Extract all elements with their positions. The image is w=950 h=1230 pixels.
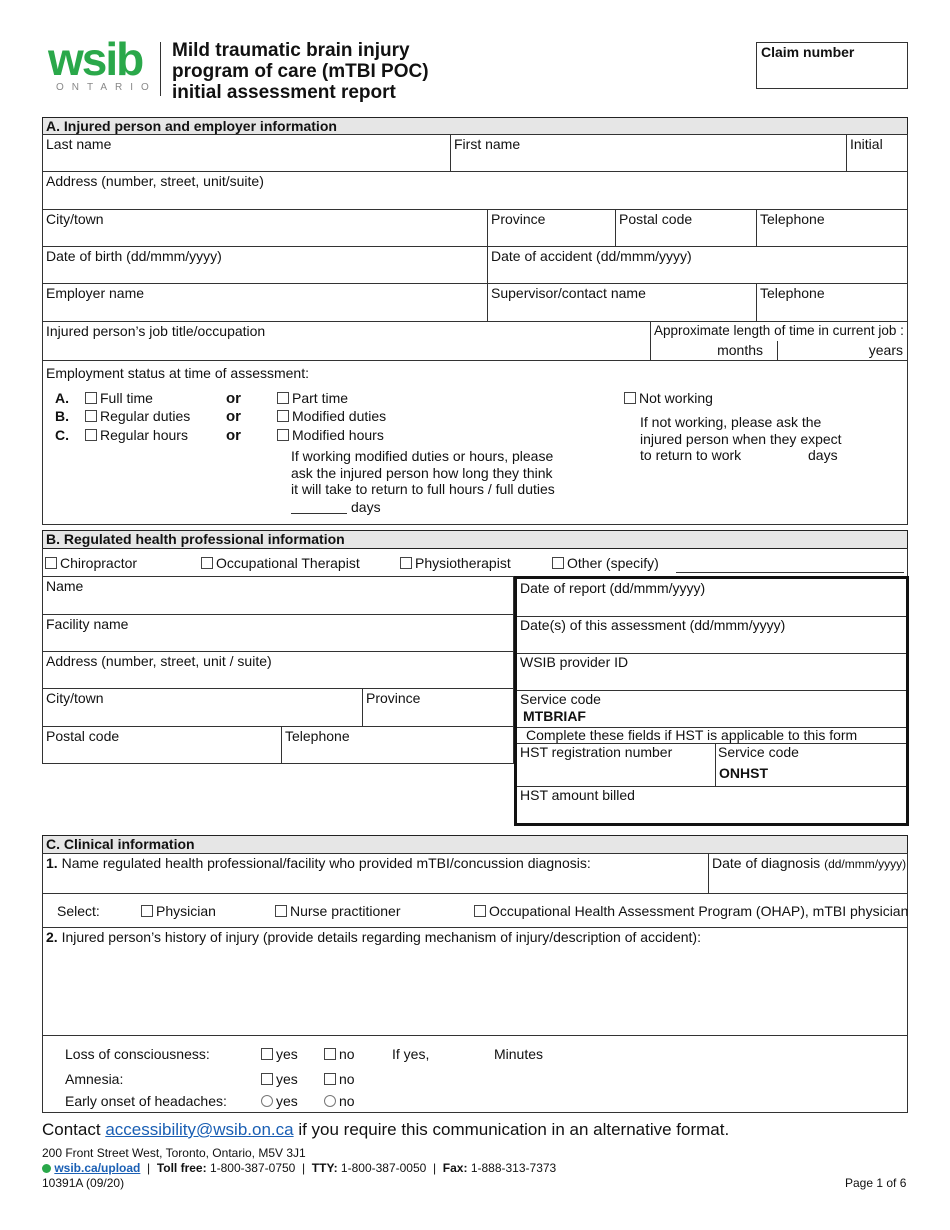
modified-note: If working modified duties or hours, please ask the injured person how long they think it will take to return to full hours / full duties [291, 448, 555, 497]
rhp-city-field[interactable]: City/town [42, 688, 363, 727]
provider-id-field[interactable]: WSIB provider ID [517, 653, 906, 691]
diagnosis-provider-field[interactable]: 1. Name regulated health professional/facility who provided mTBI/concussion diagnosis: [42, 853, 709, 894]
rhp-telephone-field[interactable]: Telephone [281, 726, 514, 764]
telephone-field[interactable]: Telephone [756, 209, 908, 247]
full-time-checkbox[interactable]: Full time [85, 390, 153, 406]
not-working-note: If not working, please ask the injured person when they expect to return to work [640, 414, 842, 463]
amnesia-no-checkbox[interactable]: no [324, 1071, 355, 1087]
claim-number-field[interactable]: Claim number [756, 42, 908, 89]
rhp-province-field[interactable]: Province [362, 688, 514, 727]
accessibility-email-link[interactable]: accessibility@wsib.on.ca [105, 1120, 294, 1139]
symptoms-box: Loss of consciousness: yes no If yes, Minutes Amnesia: yes no Early onset of headaches: yes no [42, 1035, 908, 1113]
months-input[interactable]: months [651, 341, 778, 360]
address-field[interactable]: Address (number, street, unit/suite) [42, 171, 908, 210]
logo-subtext: ONTARIO [56, 82, 157, 93]
date-of-accident-field[interactable]: Date of accident (dd/mmm/yyyy) [487, 246, 908, 284]
logo-wordmark: wsib [48, 33, 143, 85]
part-time-checkbox[interactable]: Part time [277, 390, 348, 406]
return-full-days-input[interactable] [291, 513, 347, 514]
city-field[interactable]: City/town [42, 209, 488, 247]
province-field[interactable]: Province [487, 209, 616, 247]
supervisor-field[interactable]: Supervisor/contact name [487, 283, 757, 322]
nurse-practitioner-checkbox[interactable]: Nurse practitioner [275, 903, 401, 919]
footer-address: 200 Front Street West, Toronto, Ontario, M5V 3J1 [42, 1146, 306, 1160]
postal-code-field[interactable]: Postal code [615, 209, 757, 247]
initial-field[interactable]: Initial [846, 134, 908, 172]
profession-row [42, 548, 908, 576]
headache-yes-radio[interactable]: yes [261, 1093, 298, 1109]
first-name-field[interactable]: First name [450, 134, 847, 172]
employment-status-box: Employment status at time of assessment: A. B. C. Full time Regular duties Regular hours or or or Part time Modified duties Modified hours If working modified duties or hours, please ask the injured person how long they think it will take to return to full hours / full duties days Not working If not working, please ask the injured person when they expect to return to work days [42, 360, 908, 525]
regular-hours-checkbox[interactable]: Regular hours [85, 427, 188, 443]
employment-status-label: Employment status at time of assessment: [46, 365, 309, 381]
last-name-field[interactable]: Last name [42, 134, 451, 172]
wsib-logo [48, 33, 158, 98]
occupational-therapist-checkbox[interactable]: Occupational Therapist [201, 555, 360, 571]
rhp-name-field[interactable]: Name [42, 576, 514, 615]
job-title-field[interactable]: Injured person’s job title/occupation [42, 321, 651, 361]
injury-history-field[interactable]: 2. Injured person’s history of injury (provide details regarding mechanism of injury/description of accident): [42, 927, 908, 1036]
rhp-postal-code-field[interactable]: Postal code [42, 726, 282, 764]
date-of-diagnosis-field[interactable]: Date of diagnosis (dd/mmm/yyyy) [708, 853, 908, 894]
employer-telephone-field[interactable]: Telephone [756, 283, 908, 322]
footer-contacts: wsib.ca/upload | Toll free: 1-800-387-0750 | TTY: 1-800-387-0050 | Fax: 1-888-313-7373 [42, 1161, 556, 1175]
section-b-header: B. Regulated health professional information [42, 530, 908, 549]
upload-icon [42, 1164, 51, 1173]
section-a-header: A. Injured person and employer information [42, 117, 908, 135]
select-provider-row: Select: Physician Nurse practitioner Occupational Health Assessment Program (OHAP), mTBI physician [42, 893, 908, 928]
ohap-checkbox[interactable]: Occupational Health Assessment Program (OHAP), mTBI physician [474, 903, 908, 919]
modified-hours-checkbox[interactable]: Modified hours [277, 427, 384, 443]
rhp-address-field[interactable]: Address (number, street, unit / suite) [42, 651, 514, 689]
hst-note: Complete these fields if HST is applicable to this form [517, 727, 906, 744]
form-title: Mild traumatic brain injury program of care (mTBI POC) initial assessment report [172, 40, 429, 103]
billing-block [514, 576, 909, 826]
date-of-birth-field[interactable]: Date of birth (dd/mmm/yyyy) [42, 246, 488, 284]
not-working-checkbox[interactable]: Not working [624, 390, 713, 406]
years-input[interactable]: years [868, 342, 903, 358]
facility-name-field[interactable]: Facility name [42, 614, 514, 652]
assessment-dates-field[interactable]: Date(s) of this assessment (dd/mmm/yyyy) [517, 616, 906, 654]
chiropractor-checkbox[interactable]: Chiropractor [45, 555, 137, 571]
physician-checkbox[interactable]: Physician [141, 903, 216, 919]
hst-amount-field[interactable]: HST amount billed [520, 787, 635, 803]
service-code-field: Service code MTBRIAF [517, 690, 906, 728]
time-in-job-field: Approximate length of time in current job : months years [650, 321, 908, 361]
other-checkbox[interactable]: Other (specify) [552, 555, 659, 571]
amnesia-yes-checkbox[interactable]: yes [261, 1071, 298, 1087]
loc-no-checkbox[interactable]: no [324, 1046, 355, 1062]
logo-divider [160, 42, 161, 96]
loc-yes-checkbox[interactable]: yes [261, 1046, 298, 1062]
hst-service-code-field: Service code ONHST [715, 743, 906, 787]
headache-no-radio[interactable]: no [324, 1093, 355, 1109]
upload-link[interactable]: wsib.ca/upload [54, 1161, 141, 1175]
form-code: 10391A (09/20) [42, 1176, 125, 1190]
hst-registration-field[interactable]: HST registration number [517, 743, 716, 787]
contact-line: Contact accessibility@wsib.on.ca if you require this communication in an alternative format. [42, 1120, 730, 1139]
physiotherapist-checkbox[interactable]: Physiotherapist [400, 555, 511, 571]
other-specify-input[interactable] [676, 572, 904, 573]
section-c-header: C. Clinical information [42, 835, 908, 854]
return-to-work-days[interactable]: days [808, 447, 838, 463]
employer-name-field[interactable]: Employer name [42, 283, 488, 322]
modified-duties-checkbox[interactable]: Modified duties [277, 408, 386, 424]
date-of-report-field[interactable]: Date of report (dd/mmm/yyyy) [517, 579, 906, 617]
regular-duties-checkbox[interactable]: Regular duties [85, 408, 190, 424]
page-number: Page 1 of 6 [845, 1176, 907, 1190]
